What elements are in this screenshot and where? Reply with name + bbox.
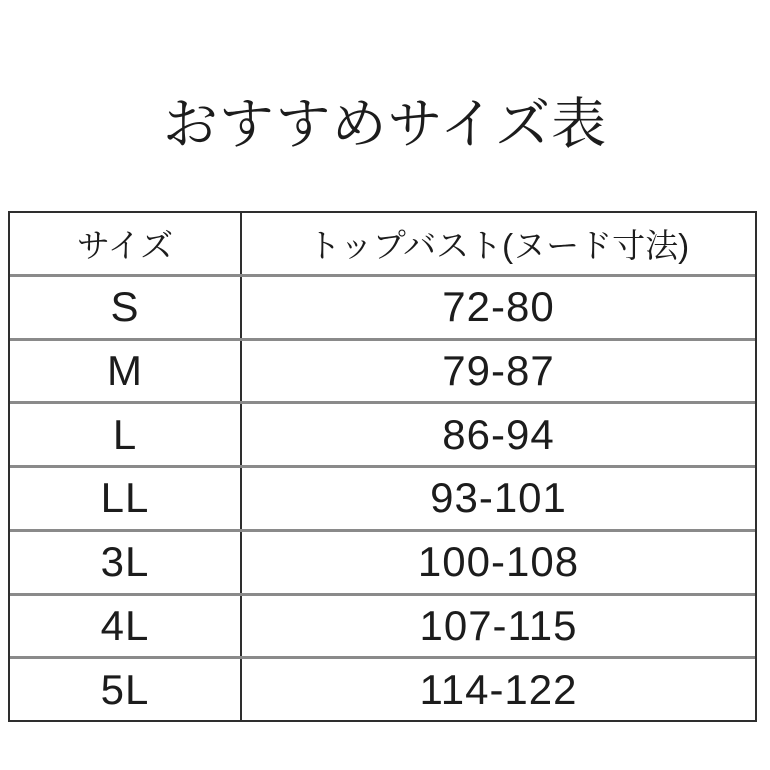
bust-range-cell: 100-108	[417, 538, 580, 586]
page-title: おすすめサイズ表	[162, 93, 608, 155]
size-table	[8, 211, 757, 722]
table-row	[10, 465, 755, 529]
size-cell: 4L	[10, 596, 242, 657]
header-bust-column: トップバスト(ヌード寸法)	[307, 226, 690, 264]
size-cell: 5L	[10, 659, 242, 720]
table-header-row	[10, 213, 755, 274]
size-cell: 3L	[10, 532, 242, 593]
bust-range-cell: 72-80	[442, 283, 555, 331]
table-row	[10, 338, 755, 402]
bust-range-cell: 93-101	[430, 474, 567, 522]
size-cell: L	[10, 404, 242, 465]
size-cell: LL	[10, 468, 242, 529]
table-row	[10, 656, 755, 720]
table-row	[10, 529, 755, 593]
table-row	[10, 593, 755, 657]
table-row	[10, 274, 755, 338]
size-cell: S	[10, 277, 242, 338]
table-row	[10, 401, 755, 465]
bust-range-cell: 114-122	[419, 665, 578, 713]
bust-range-cell: 79-87	[442, 346, 555, 394]
header-size-column: サイズ	[10, 213, 242, 274]
bust-range-cell: 86-94	[442, 410, 555, 458]
size-cell: M	[10, 341, 242, 402]
bust-range-cell: 107-115	[419, 601, 578, 649]
